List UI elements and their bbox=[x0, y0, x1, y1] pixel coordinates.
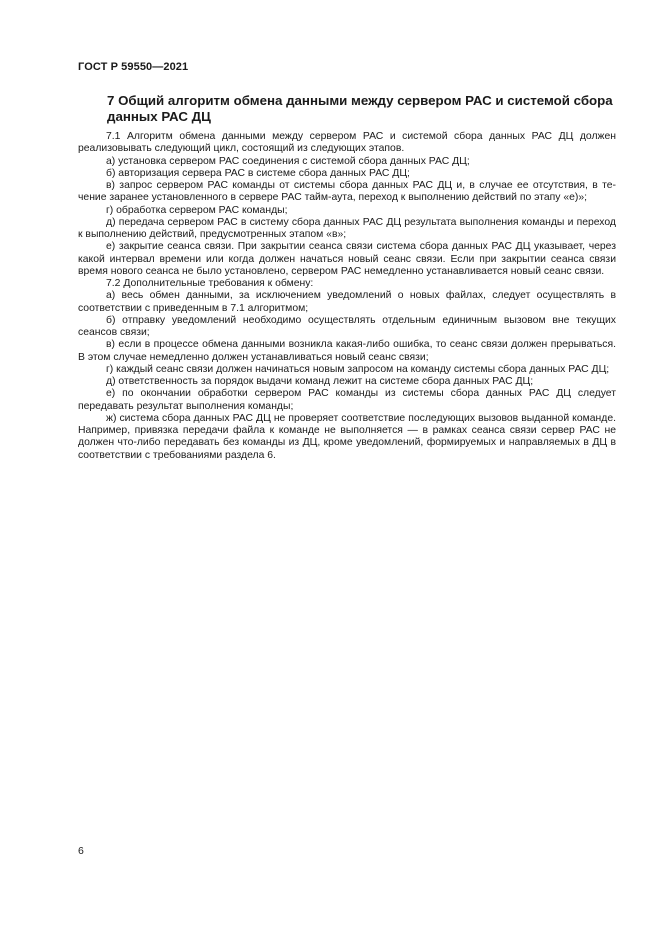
requirement-item-e: е) по окончании обработки сервером РАС команды из системы сбора данных РАС ДЦ следует передавать результат выполнения команды; bbox=[78, 388, 616, 412]
list-item-g: г) обработка сервером РАС команды; bbox=[106, 204, 288, 216]
requirement-item-b: б) отправку уведомлений необходимо осуществлять отдельным единичным вызовом вне текущих сеансов связи; bbox=[78, 314, 616, 338]
document-body bbox=[78, 131, 616, 462]
requirement-item-g: г) каждый сеанс связи должен начинаться новым запросом на команду системы сбора данных РАС ДЦ; bbox=[106, 363, 610, 375]
list-item-b: б) авторизация сервера РАС в системе сбора данных РАС ДЦ; bbox=[106, 167, 410, 179]
paragraph-7-2: 7.2 Дополнительные требования к обмену: bbox=[106, 278, 314, 289]
requirement-item-a: а) весь обмен данными, за исключением уведомлений о новых файлах, следует осуществлять в соответствии с приведенным в 7.1 алгоритмом; bbox=[78, 290, 616, 314]
requirement-item-zh: ж) система сбора данных РАС ДЦ не проверяет соответствие последующих вызовов выданной команде. Например, привязка передачи файла к команде не выполняется — в рамках сеанса связи сервер РАС не должен что-либо передавать без команды из ДЦ, кроме уведомлений, формируемых и направляемых в ДЦ в соответствии с требованиями раздела 6. bbox=[78, 412, 616, 461]
requirement-item-v: в) если в процессе обмена данными возникла какая-либо ошибка, то сеанс связи должен прерываться. В этом случае немедленно должен устанавливаться новый сеанс связи; bbox=[78, 339, 616, 363]
list-item-a: а) установка сервером РАС соединения с системой сбора данных РАС ДЦ; bbox=[106, 155, 470, 167]
list-item-v: в) запрос сервером РАС команды от системы сбора данных РАС ДЦ и, в случае ее отсутствия, в течение заранее установленного в сервере РАС тайм-аута, переход к выполнению действий по этапу «е)»; bbox=[78, 180, 616, 204]
section-title: 7 Общий алгоритм обмена данными между сервером РАС и системой сбора данных РАС ДЦ bbox=[107, 93, 613, 124]
page-number: 6 bbox=[78, 845, 84, 857]
document-header: ГОСТ Р 59550—2021 bbox=[78, 61, 189, 73]
list-item-d: д) передача сервером РАС в систему сбора данных РАС ДЦ результата выполнения команды и переход к выполнению действий, предусмотренных этапом «в»; bbox=[78, 216, 616, 240]
requirement-item-d: д) ответственность за порядок выдачи команд лежит на системе сбора данных РАС ДЦ; bbox=[106, 376, 534, 387]
list-item-e: е) закрытие сеанса связи. При закрытии сеанса связи система сбора данных РАС ДЦ указывает, через какой интервал времени или когда должен начаться новый сеанс связи. Если при закрытии сеанса связи время нового сеанса не было установлено, сервером РАС немедленно устанавливается новый сеанс связи. bbox=[78, 241, 616, 277]
paragraph-7-1: 7.1 Алгоритм обмена данными между сервером РАС и системой сбора данных РАС ДЦ должен реализовывать следующий цикл, состоящий из следующих этапов. bbox=[78, 131, 616, 155]
